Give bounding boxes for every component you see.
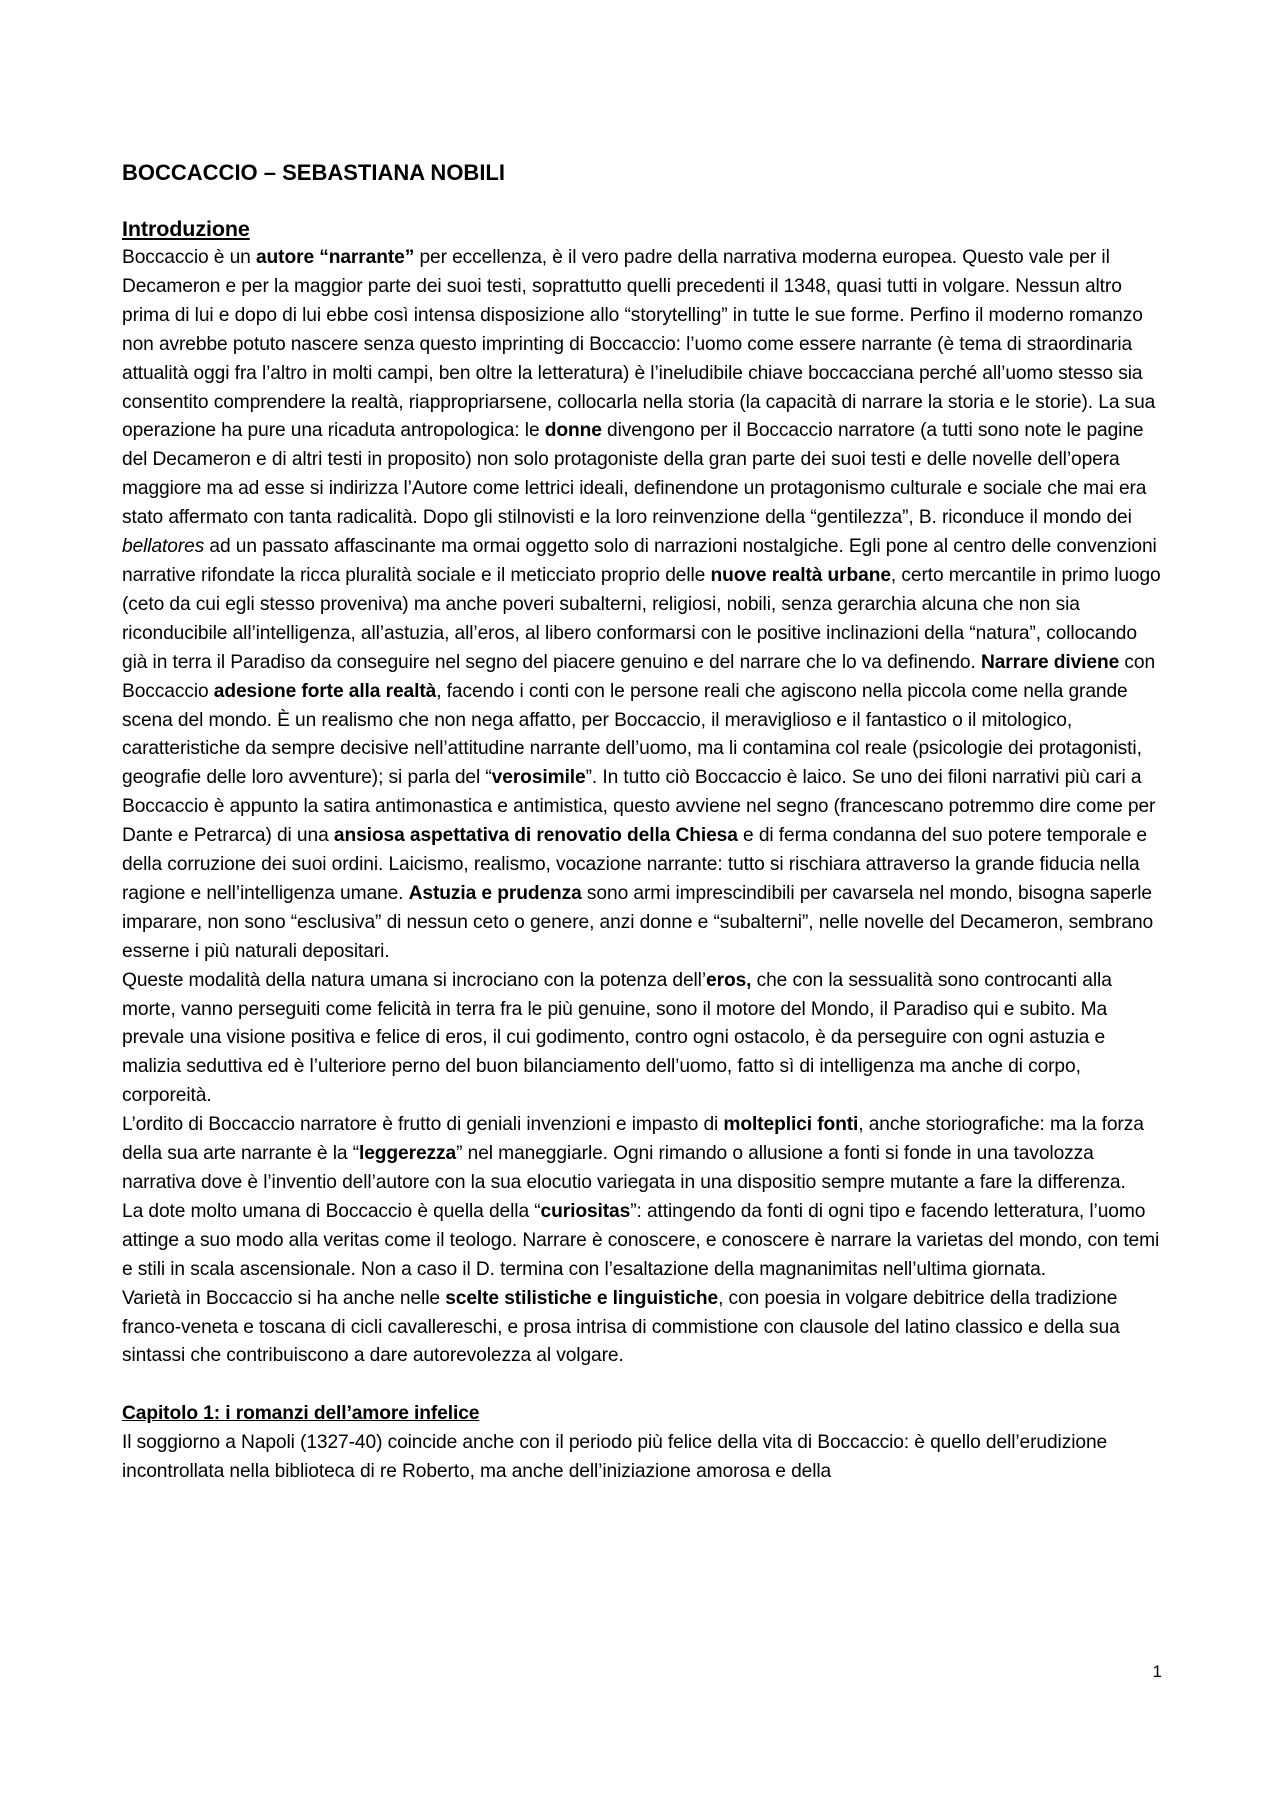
text-run: sono armi imprescindibili per cavarsela nel mondo, bisogna saperle imparare, non sono “esclusiva” di nessun ceto o genere, anzi donne e “subalterni”, nelle novelle del Decameron, sembrano esserne i più naturali depositari.	[122, 882, 1154, 962]
section-capitolo-1	[122, 1400, 1162, 1487]
bold-run: Astuzia e prudenza	[408, 882, 582, 904]
text-run: ” nel maneggiarle. Ogni rimando o allusione a fonti si fonde in una tavolozza narrativa dove è l’inventio dell’autore con la sua elocutio variegata in una dispositio sempre mutante a fare la differenza.	[122, 1143, 1126, 1193]
text-run: , certo mercantile in primo luogo (ceto da cui egli stesso proveniva) ma anche poveri subalterni, religiosi, nobili, senza gerarchia alcuna che non sia riconducibile all’intelligenza, all’astuzia, all’eros, al libero conformarsi con le positive inclinazioni della “natura”, collocando già in terra il Paradiso da conseguire nel segno del piacere genuino e del narrare che lo va definendo.	[122, 564, 1161, 673]
text-run: con Boccaccio	[122, 651, 1156, 702]
bold-run: verosimile	[491, 767, 586, 789]
text-run: ”: attingendo da fonti di ogni tipo e facendo letteratura, l’uomo attinge a suo modo alla veritas come il teologo. Narrare è conoscere, e conoscere è narrare la varietas del mondo, con temi e stili in scala ascensionale. Non a caso il D. termina con l’esaltazione della magnanimitas nell’ultima giornata.	[122, 1200, 1160, 1280]
text-run: , anche storiografiche: ma la forza della sua arte narrante è la “	[122, 1114, 1144, 1165]
bold-run: nuove realtà urbane	[710, 564, 891, 586]
text-run: , con poesia in volgare debitrice della tradizione franco-veneta e toscana di cicli cavallereschi, e prosa intrisa di commistione con clausole del latino classico e della sua sintassi che contribuiscono a dare autorevolezza al volgare.	[122, 1287, 1120, 1367]
paragraph	[122, 1429, 1162, 1487]
section-heading: Introduzione	[122, 217, 250, 241]
bold-run: eros,	[706, 969, 752, 991]
text-run: ”. In tutto ciò Boccaccio è laico. Se uno dei filoni narrativi più cari a Boccaccio è appunto la satira antimonastica e antimistica, questo avviene nel segno (francescano potremmo dire come per Dante e Petrarca) di una	[122, 767, 1156, 847]
text-run: ad un passato affascinante ma ormai oggetto solo di narrazioni nostalgiche. Egli pone al centro delle convenzioni narrative rifondate la ricca pluralità sociale e il meticciato proprio delle	[122, 536, 1157, 586]
text-run: che con la sessualità sono controcanti alla morte, vanno perseguiti come felicità in terra fra le più genuine, sono il motore del Mondo, il Paradiso qui e subito. Ma prevale una visione positiva e felice di eros, il cui godimento, contro ogni ostacolo, è da perseguire con ogni astuzia e malizia seduttiva ed è l’ulteriore perno del buon bilanciamento dell’uomo, fatto sì di intelligenza ma anche di corpo, corporeità.	[122, 969, 1112, 1107]
paragraph	[122, 967, 1162, 1112]
section-gap	[122, 1371, 1162, 1400]
text-run: e di ferma condanna del suo potere temporale e della corruzione dei suoi ordini. Laicismo, realismo, vocazione narrante: tutto si rischiara attraverso la grande fiducia nella ragione e nell’intelligenza umane.	[122, 825, 1147, 904]
bold-run: Narrare diviene	[980, 651, 1120, 673]
text-run: divengono per il Boccaccio narratore (a tutti sono note le pagine del Decameron e di altri testi in proposito) non solo protagoniste della gran parte dei suoi testi e delle novelle dell’opera maggiore ma ad esse si indirizza l’Autore come lettrici ideali, definendone un protagonismo culturale e sociale che mai era stato affermato con tanta radicalità. Dopo gli stilnovisti e la loro reinvenzione della “gentilezza”, B. riconduce il mondo dei	[122, 420, 1147, 529]
text-run: Il soggiorno a Napoli (1327-40) coincide anche con il periodo più felice della vita di Boccaccio: è quello dell’erudizione incontrollata nella biblioteca di re Roberto, ma anche dell’iniziazione amorosa e della	[122, 1432, 1108, 1483]
bold-run: leggerezza	[359, 1143, 457, 1165]
bold-run: adesione forte alla realtà	[213, 680, 437, 702]
bold-run: molteplici fonti	[723, 1114, 859, 1136]
section-heading: Capitolo 1: i romanzi dell’amore infelice	[122, 1403, 480, 1425]
text-run: per eccellenza, è il vero padre della narrativa moderna europea. Questo vale per il Decameron e per la maggior parte dei suoi testi, soprattutto quelli precedenti il 1348, quasi tutti in volgare. Nessun altro prima di lui e dopo di lui ebbe così intensa disposizione allo “storytelling” in tutte le sue forme. Perfino il moderno romanzo non avrebbe potuto nascere senza questo imprinting di Boccaccio: l’uomo come essere narrante (è tema di straordinaria attualità oggi fra l’altro in molti campi, ben oltre la letteratura) è l’ineludibile chiave boccacciana perché all’uomo stesso sia consentito comprendere la realtà, riappropriarsene, collocarla nella storia (la capacità di narrare la storia e le storie). La sua operazione ha pure una ricaduta antropologica: le	[122, 247, 1156, 442]
paragraph	[122, 1198, 1162, 1285]
text-run: Queste modalità della natura umana si incrociano con la potenza dell’	[122, 969, 707, 991]
bold-run: ansiosa aspettativa di renovatio della Chiesa	[333, 825, 738, 847]
italic-run: bellatores	[122, 536, 205, 558]
document-title: BOCCACCIO – SEBASTIANA NOBILI	[122, 160, 505, 185]
section-introduzione	[122, 214, 1162, 1371]
text-run: L’ordito di Boccaccio narratore è frutto di geniali invenzioni e impasto di	[122, 1114, 724, 1136]
bold-run: autore “narrante”	[255, 247, 415, 268]
text-run: La dote molto umana di Boccaccio è quella della “	[122, 1200, 541, 1222]
paragraph	[122, 1111, 1162, 1198]
bold-run: curiositas	[540, 1200, 631, 1222]
paragraph	[122, 244, 1162, 967]
paragraph	[122, 1285, 1162, 1372]
bold-run: donne	[544, 420, 602, 442]
text-run: Boccaccio è un	[122, 247, 256, 268]
text-run: Varietà in Boccaccio si ha anche nelle	[122, 1287, 446, 1309]
document-body	[122, 158, 1162, 1487]
text-run: , facendo i conti con le persone reali che agiscono nella piccola come nella grande scena del mondo. È un realismo che non nega affatto, per Boccaccio, il meraviglioso e il fantastico o il mitologico, caratteristiche da sempre decisive nell’attitudine narrante dell’uomo, ma li contamina col reale (psicologie dei protagonisti, geografie delle loro avventure); si parla del “	[122, 680, 1142, 789]
bold-run: scelte stilistiche e linguistiche	[445, 1287, 719, 1309]
page-number: 1	[1152, 1662, 1162, 1681]
